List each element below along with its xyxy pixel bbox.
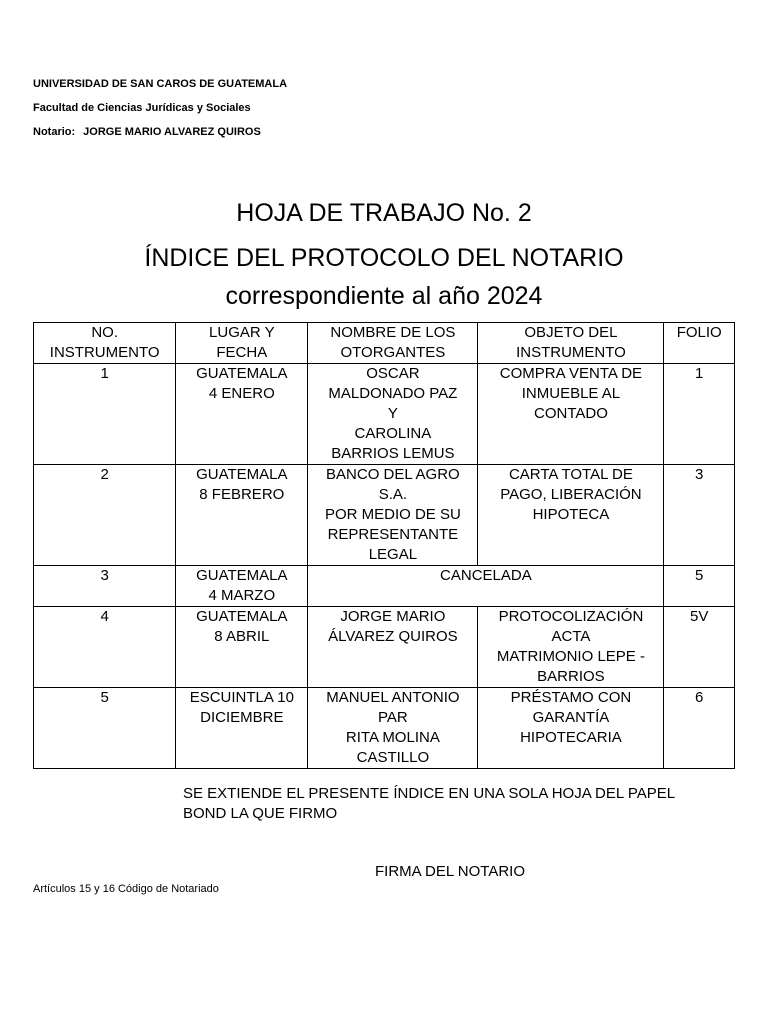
- cell-folio: 6: [664, 688, 735, 769]
- cell-no: 3: [34, 566, 176, 607]
- table-header-row: [34, 323, 735, 364]
- cell-cancelada: CANCELADA: [308, 566, 664, 607]
- header-objeto: OBJETO DEL INSTRUMENTO: [478, 323, 664, 364]
- cell-otorgantes: OSCAR MALDONADO PAZ Y CAROLINA BARRIOS LEMUS: [308, 364, 478, 465]
- notario-label: Notario:: [33, 126, 76, 138]
- cell-otorgantes: JORGE MARIO ÁLVAREZ QUIROS: [308, 607, 478, 688]
- table-row: [34, 688, 735, 769]
- table-row: [34, 465, 735, 566]
- cell-lugar-fecha: GUATEMALA 8 FEBRERO: [176, 465, 308, 566]
- cell-lugar-fecha: GUATEMALA 4 ENERO: [176, 364, 308, 465]
- closing-statement: [183, 784, 743, 824]
- header-no-instrumento: NO. INSTRUMENTO: [34, 323, 176, 364]
- cell-no: 2: [34, 465, 176, 566]
- university-name: UNIVERSIDAD DE SAN CAROS DE GUATEMALA: [33, 78, 288, 90]
- notario-name: JORGE MARIO ALVAREZ QUIROS: [83, 126, 261, 138]
- header-folio: FOLIO: [664, 323, 735, 364]
- closing-line-1: SE EXTIENDE EL PRESENTE ÍNDICE EN UNA SOLA HOJA DEL PAPEL: [183, 785, 676, 802]
- cell-folio: 5: [664, 566, 735, 607]
- table-row: [34, 607, 735, 688]
- footer-articulos: Artículos 15 y 16 Código de Notariado: [33, 883, 219, 895]
- cell-folio: 5V: [664, 607, 735, 688]
- table-row: [34, 364, 735, 465]
- cell-objeto: PROTOCOLIZACIÓN ACTA MATRIMONIO LEPE - BARRIOS: [478, 607, 664, 688]
- cell-no: 5: [34, 688, 176, 769]
- cell-objeto: CARTA TOTAL DE PAGO, LIBERACIÓN HIPOTECA: [478, 465, 664, 566]
- cell-lugar-fecha: ESCUINTLA 10 DICIEMBRE: [176, 688, 308, 769]
- cell-no: 1: [34, 364, 176, 465]
- cell-lugar-fecha: GUATEMALA 8 ABRIL: [176, 607, 308, 688]
- cell-folio: 1: [664, 364, 735, 465]
- faculty-name: Facultad de Ciencias Jurídicas y Sociales: [33, 102, 251, 114]
- cell-objeto: PRÉSTAMO CON GARANTÍA HIPOTECARIA: [478, 688, 664, 769]
- table-row: [34, 566, 735, 607]
- header-otorgantes: NOMBRE DE LOS OTORGANTES: [308, 323, 478, 364]
- header-lugar-fecha: LUGAR Y FECHA: [176, 323, 308, 364]
- cell-lugar-fecha: GUATEMALA 4 MARZO: [176, 566, 308, 607]
- title-indice: ÍNDICE DEL PROTOCOLO DEL NOTARIO: [144, 244, 624, 272]
- notario-line: [33, 125, 261, 139]
- cell-otorgantes: BANCO DEL AGRO S.A. POR MEDIO DE SU REPRESENTANTE LEGAL: [308, 465, 478, 566]
- cell-objeto: COMPRA VENTA DE INMUEBLE AL CONTADO: [478, 364, 664, 465]
- cell-no: 4: [34, 607, 176, 688]
- protocol-index-table: [33, 322, 735, 769]
- closing-line-2: BOND LA QUE FIRMO: [183, 805, 338, 822]
- cell-otorgantes: MANUEL ANTONIO PAR RITA MOLINA CASTILLO: [308, 688, 478, 769]
- title-year: correspondiente al año 2024: [225, 282, 543, 310]
- title-hoja-de-trabajo: HOJA DE TRABAJO No. 2: [236, 199, 532, 227]
- signature-label: FIRMA DEL NOTARIO: [375, 863, 526, 880]
- cell-folio: 3: [664, 465, 735, 566]
